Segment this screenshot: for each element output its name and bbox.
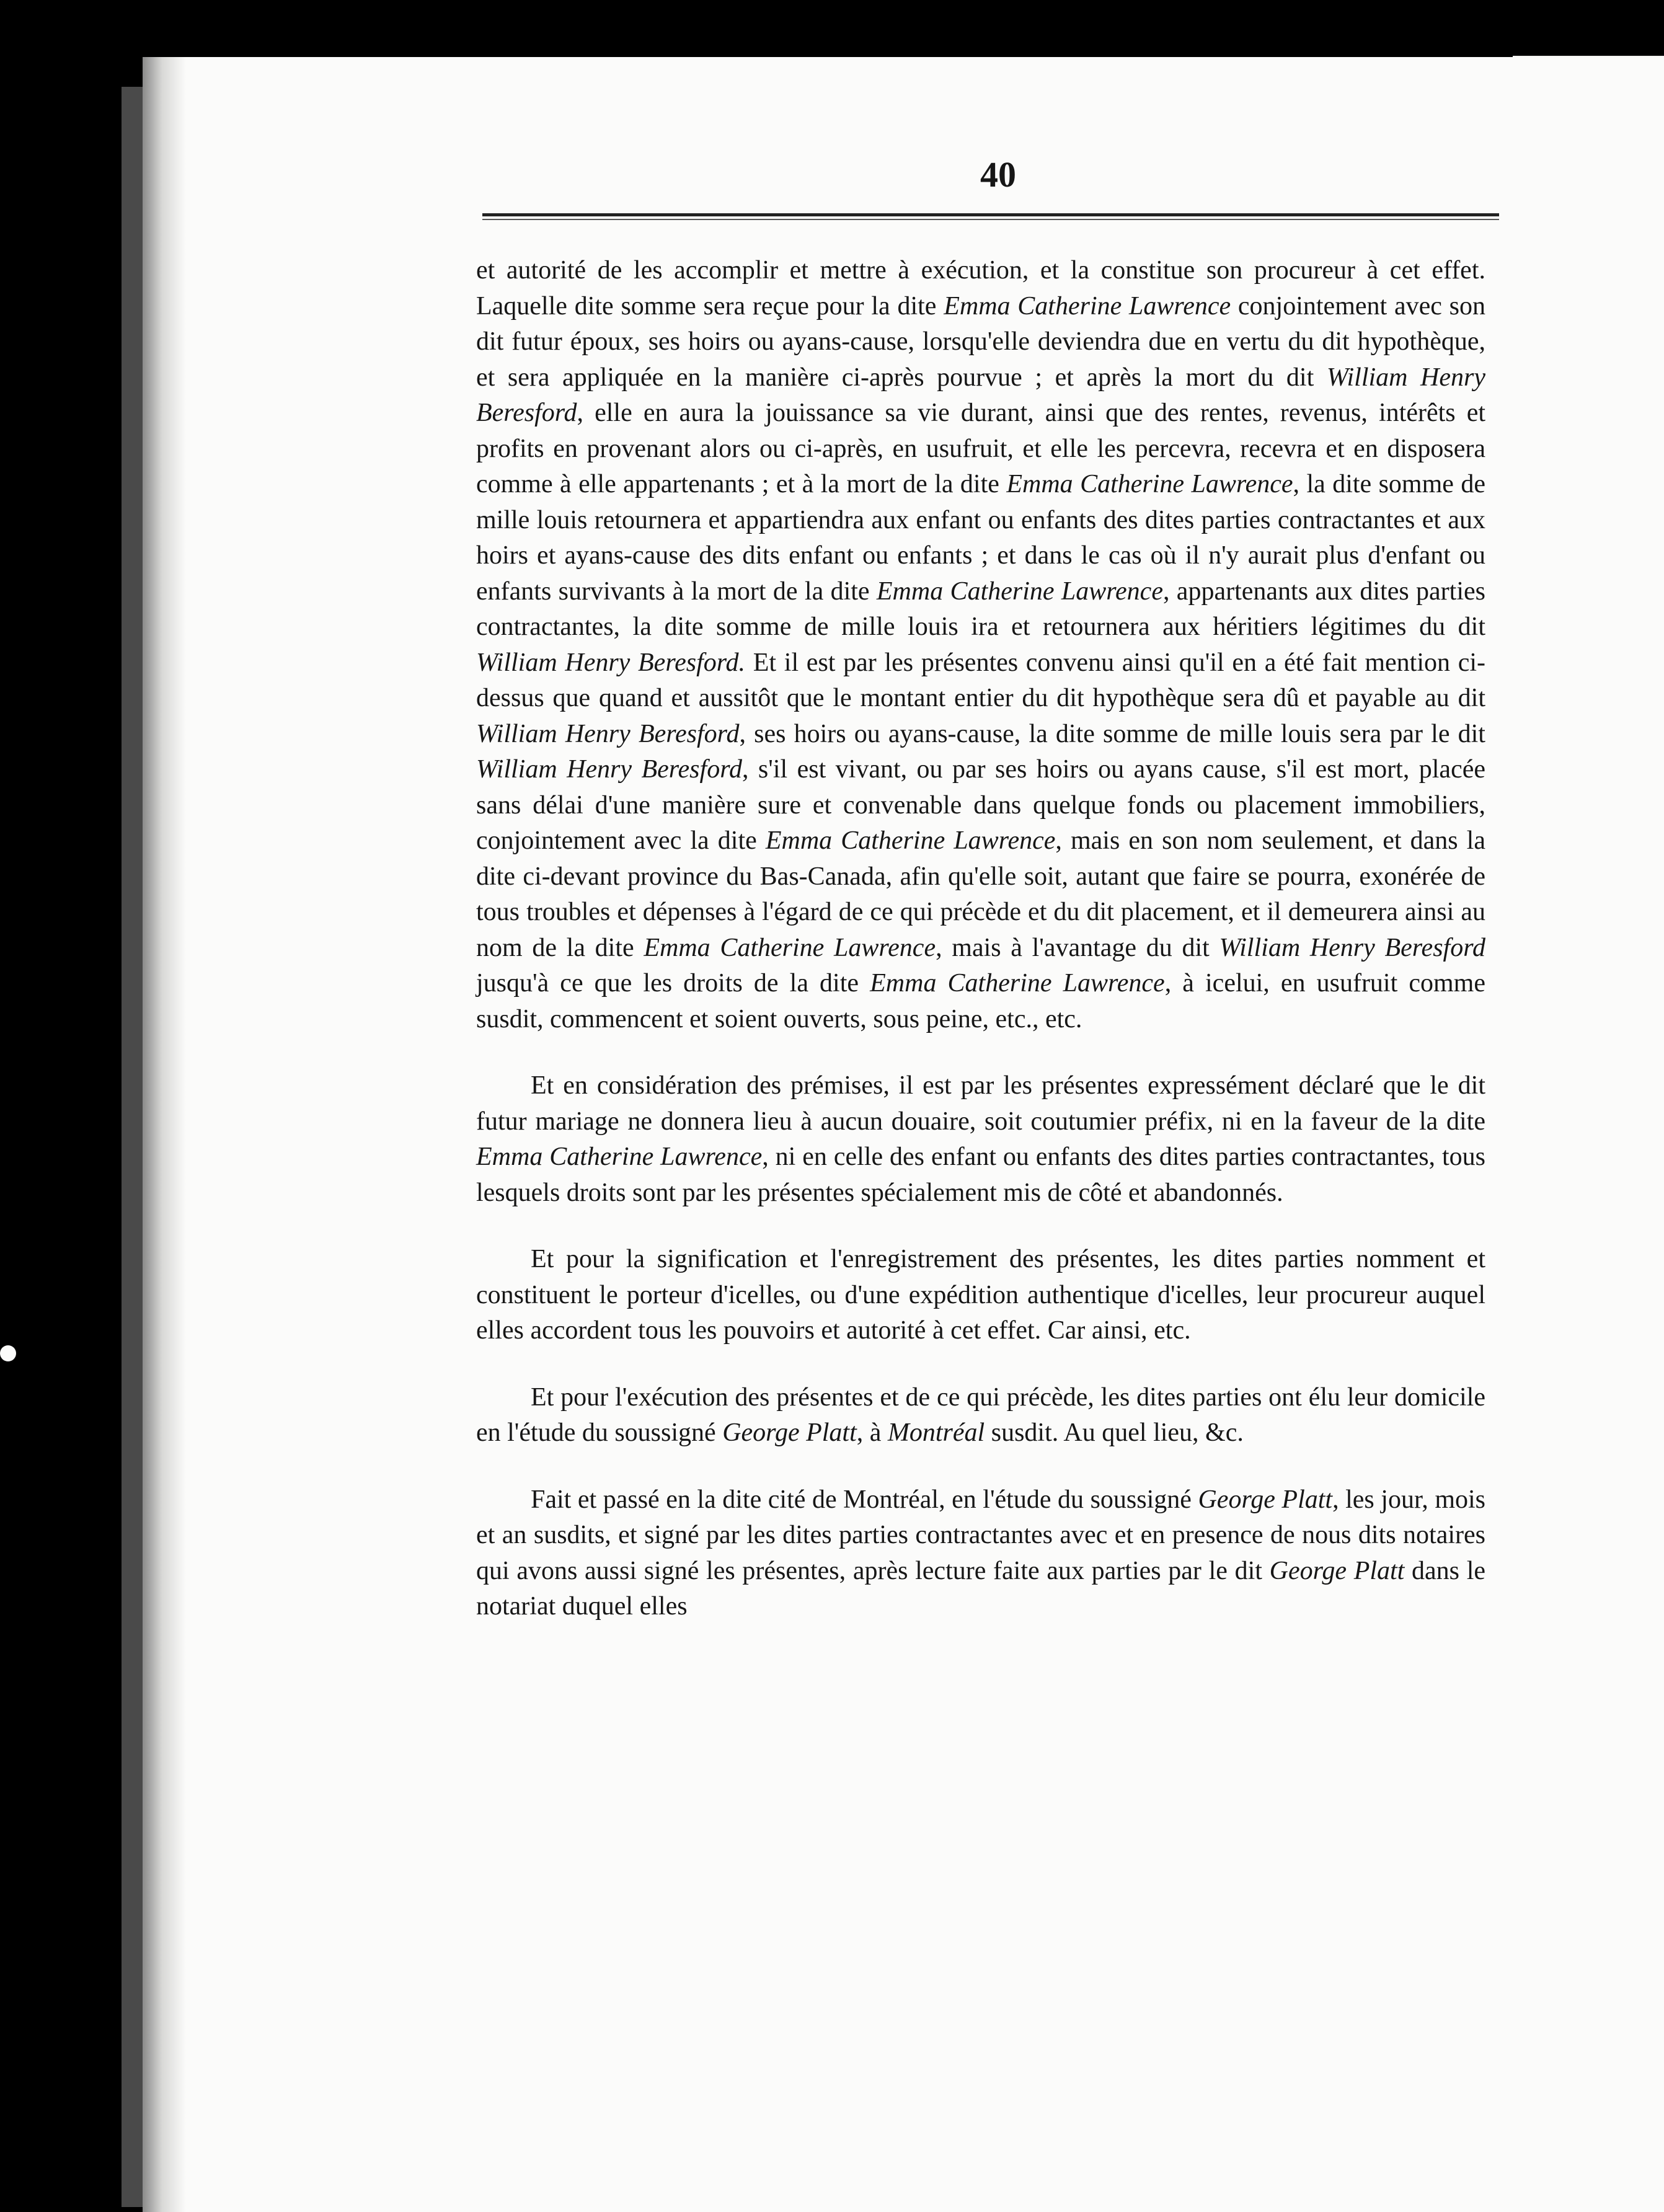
italic-name: George Platt <box>722 1418 857 1447</box>
text-run: Et pour l'exécution des présentes et de ce qui précède, les dites parties ont élu leur domicile en l'étude du soussigné <box>476 1382 1485 1447</box>
text-run: Et en considération des prémises, il est par les présentes expressément déclaré que le dit futur mariage ne donnera lieu à aucun douaire, soit coutumier préfix, ni en la faveur de la dite <box>476 1071 1485 1136</box>
body-text <box>476 253 1485 1656</box>
italic-name: Emma Catherine Lawrence <box>944 291 1231 321</box>
text-run: , ses hoirs ou ayans-cause, la dite somme de mille louis sera par le dit <box>739 719 1485 748</box>
page-gutter-shadow <box>143 57 186 2212</box>
header-rule <box>482 213 1499 220</box>
text-run: conjointement avec son dit futur époux, ses hoirs ou ayans-cause, lorsqu'elle deviendra due en vertu du dit hypothèque, et sera appliquée en la manière ci-après pourvue ; et après la mort du dit <box>476 291 1485 392</box>
italic-name: Emma Catherine Lawrence <box>765 826 1056 855</box>
paragraph <box>476 1482 1485 1625</box>
text-run: Fait et passé en la dite cité de Montréal, en l'étude du soussigné <box>531 1485 1198 1514</box>
text-run: , à <box>856 1418 888 1447</box>
text-run: , les jour, mois et an susdits, et signé par les dites parties contractantes avec et en presence de nous dits notaires qui avons aussi signé les présentes, après lecture faite aux parties par le dit <box>476 1485 1486 1585</box>
italic-name: William Henry Beresford <box>476 363 1486 427</box>
text-run: , s'il est vivant, ou par ses hoirs ou ayans cause, s'il est mort, placée sans délai d'une manière sure et convenable dans quelque fonds ou placement immobiliers, conjointement avec la dite <box>476 755 1485 855</box>
text-run: dans le notariat duquel elles <box>476 1556 1486 1621</box>
italic-name: Montréal <box>887 1418 985 1447</box>
paragraph <box>476 1068 1485 1211</box>
text-run: , elle en aura la jouissance sa vie durant, ainsi que des rentes, revenus, intérêts et profits en provenant alors ou ci-après, en usufruit, et elle les percevra, recevra et en disposera comme à elle appartenants ; et à la mort de la dite <box>476 399 1485 498</box>
italic-name: Emma Catherine Lawrence <box>644 933 936 962</box>
paragraph <box>476 1242 1485 1349</box>
text-run: Et pour la signification et l'enregistrement des présentes, les dites parties nomment et constituent le porteur d'icelles, ou d'une expédition authentique d'icelles, leur procureur auquel elles accordent tous les pouvoirs et autorité à cet effet. Car ainsi, etc. <box>476 1245 1485 1345</box>
text-run: jusqu'à ce que les droits de la dite <box>476 969 870 998</box>
text-run: , ni en celle des enfant ou enfants des dites parties contractantes, tous lesquels droits sont par les présentes spécialement mis de côté et abandonnés. <box>476 1143 1485 1207</box>
italic-name: Emma Catherine Lawrence <box>876 577 1163 606</box>
text-run: , appartenants aux dites parties contractantes, la dite somme de mille louis ira et retournera aux héritiers légitimes du dit <box>476 577 1485 641</box>
italic-name: William Henry Beresford <box>476 719 740 748</box>
text-run: , mais à l'avantage du dit <box>936 933 1219 962</box>
text-run: , mais en son nom seulement, et dans la dite ci-devant province du Bas-Canada, afin qu'elle soit, autant que faire se pourra, exonérée de tous troubles et dépenses à l'égard de ce qui précède et du dit placement, et il demeurera ainsi au nom de la dite <box>476 826 1485 962</box>
text-run: susdit. Au quel lieu, &c. <box>985 1418 1244 1447</box>
text-run: et autorité de les accomplir et mettre à exécution, et la constitue son procureur à cet effet. Laquelle dite somme sera reçue pour la dite <box>476 256 1485 321</box>
text-run: Et il est par les présentes convenu ainsi qu'il en a été fait mention ci-dessus que quand et aussitôt que le montant entier du dit hypothèque sera dû et payable au dit <box>476 648 1486 712</box>
italic-name: George Platt <box>1198 1485 1333 1514</box>
italic-name: William Henry Beresford <box>476 755 742 784</box>
margin-mark <box>0 1345 16 1361</box>
text-run: , la dite somme de mille louis retournera et appartiendra aux enfant ou enfants des dites parties contractantes et aux hoirs et ayans-cause des dits enfant ou enfants ; et dans le cas où il n'y aurait plus d'enfant ou enfants survivants à la mort de la dite <box>476 470 1485 606</box>
text-run: , à icelui, en usufruit comme susdit, commencent et soient ouverts, sous peine, etc., etc. <box>476 969 1485 1033</box>
italic-name: George Platt <box>1269 1556 1405 1585</box>
italic-name: Emma Catherine Lawrence <box>476 1143 763 1171</box>
italic-name: Emma Catherine Lawrence <box>1006 470 1293 498</box>
paragraph <box>476 1380 1485 1451</box>
italic-name: William Henry Beresford <box>1219 933 1485 962</box>
italic-name: Emma Catherine Lawrence <box>870 969 1165 998</box>
italic-name: William Henry Beresford. <box>476 648 746 677</box>
paragraph <box>476 253 1485 1037</box>
page-number: 40 <box>980 154 1016 195</box>
